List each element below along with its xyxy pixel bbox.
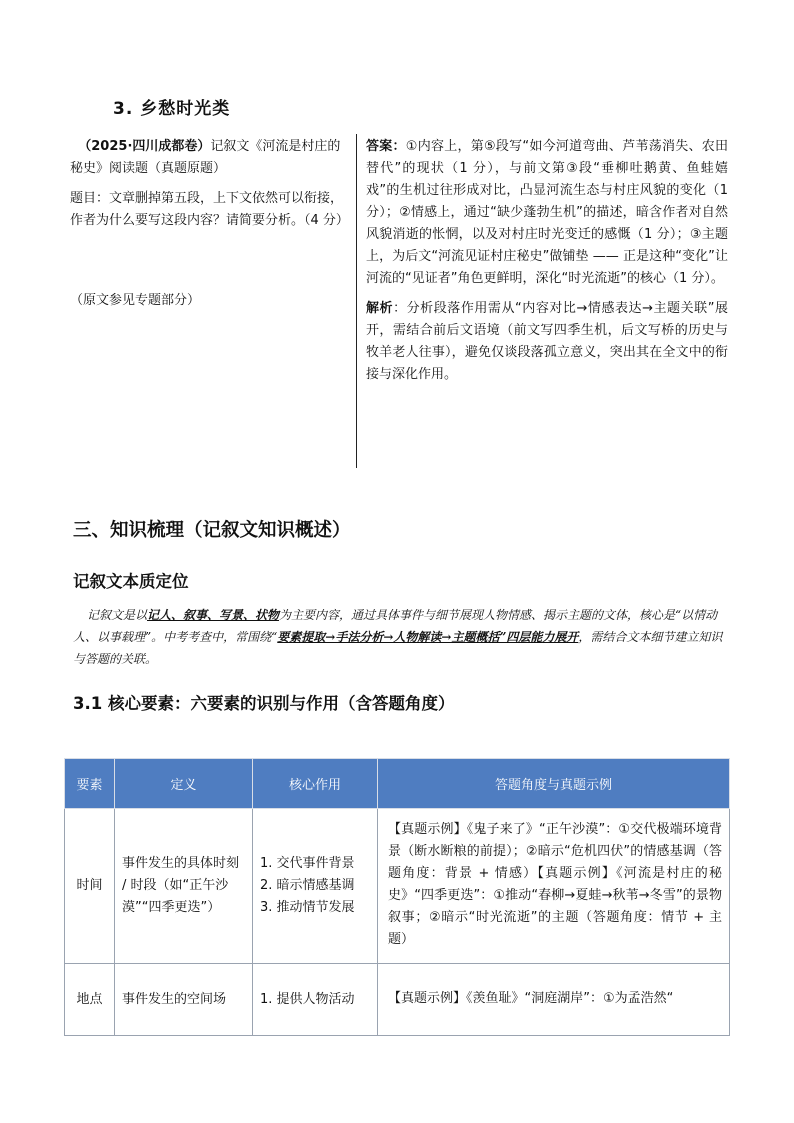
column-divider	[356, 134, 357, 468]
elements-table	[64, 758, 730, 1036]
cell-roles	[253, 964, 378, 1036]
question-source	[70, 136, 352, 180]
question-reference: （原文参见专题部分）	[70, 293, 201, 308]
analysis-label: 解析	[366, 301, 394, 316]
analysis-text: ：分析段落作用需从“内容对比→情感表达→主题关联”展开，需结合前后文语境（前文写四季生机，后文写桥的历史与牧羊老人往事），避免仅谈段落孤立意义，突出其在全文中的衔接与深化作用。	[366, 301, 728, 382]
role-item: 1. 交代事件背景	[260, 856, 355, 871]
cell-roles	[253, 809, 378, 964]
answer-column	[366, 136, 728, 386]
question-source-bold: （2025·四川成都卷）	[78, 139, 211, 154]
cell-definition: 事件发生的空间场	[115, 964, 253, 1036]
cell-element: 地点	[65, 964, 115, 1036]
intro-emphasis-1: 记人、叙事、写景、状物	[147, 608, 280, 622]
table-row	[65, 809, 730, 964]
table-row	[65, 964, 730, 1036]
intro-emphasis-2: 要素提取→手法分析→人物解读→主题概括”四层能力展开	[277, 630, 579, 644]
subsection-heading: 3.1 核心要素：六要素的识别与作用（含答题角度）	[73, 694, 455, 713]
cell-example: 【真题示例】《鬼子来了》“正午沙漠”：①交代极端环境背景（断水断粮的前提）；②暗示“危机四伏”的情感基调（答题角度：背景 + 情感）【真题示例】《河流是村庄的秘史》“四季更迭”：①推动“春柳→夏蛙→秋苇→冬雪”的景物叙事；②暗示“时光流逝”的主题（答题角度：情节 + 主题）	[378, 809, 730, 964]
cell-element: 时间	[65, 809, 115, 964]
intro-text-3: ，需结合文本细节建立知识与答题的关联。	[73, 630, 723, 666]
header-element: 要素	[65, 759, 115, 809]
intro-text-1: 记叙文是以	[87, 608, 148, 622]
cell-definition: 事件发生的具体时刻 / 时段（如“正午沙漠”“四季更迭”）	[115, 809, 253, 964]
answer-text: ①内容上，第⑤段写“如今河道弯曲、芦苇荡消失、农田替代”的现状（1 分），与前文第③段“垂柳吐鹅黄、鱼蛙嬉戏”的生机过往形成对比，凸显河流生态与村庄风貌的变化（1 分）；②情感上，通过“缺少蓬勃生机”的描述，暗含作者对自然风貌消逝的怅惘，以及对村庄时光变迁的感慨（1 分）；③主题上，为后文“河流见证村庄秘史”做铺垫 —— 正是这种“变化”让河流的“见证者”角色更鲜明，深化“时光流逝”的核心（1 分）。	[366, 139, 728, 286]
table-header-row	[65, 759, 730, 809]
intro-paragraph	[73, 604, 725, 670]
question-column	[70, 136, 352, 312]
section-heading: 3. 乡愁时光类	[113, 99, 231, 119]
answer-label: 答案：	[366, 139, 406, 154]
header-example: 答题角度与真题示例	[378, 759, 730, 809]
role-item: 2. 暗示情感基调	[260, 878, 355, 893]
question-source-rest: 记叙文《河流是村庄的秘史》阅读题（真题原题）	[70, 139, 341, 176]
essence-heading: 记叙文本质定位	[73, 572, 189, 591]
role-item: 1. 提供人物活动	[260, 991, 355, 1007]
knowledge-heading: 三、知识梳理（记叙文知识概述）	[73, 520, 351, 541]
role-item: 3. 推动情节发展	[260, 900, 355, 915]
analysis-paragraph	[366, 298, 728, 386]
header-definition: 定义	[115, 759, 253, 809]
question-prompt: 题目：文章删掉第五段，上下文依然可以衔接，作者为什么要写这段内容？请简要分析。（4 分）	[70, 191, 349, 228]
intro-text-2: 为主要内容，通过具体事件与细节展现人物情感、揭示主题的文体，核心是“以情动人、以事载理”。中考考查中，常围绕“	[73, 608, 718, 644]
header-role: 核心作用	[253, 759, 378, 809]
answer-paragraph	[366, 136, 728, 290]
cell-example: 【真题示例】《羡鱼耻》“洞庭湖岸”：①为孟浩然“	[378, 964, 730, 1036]
